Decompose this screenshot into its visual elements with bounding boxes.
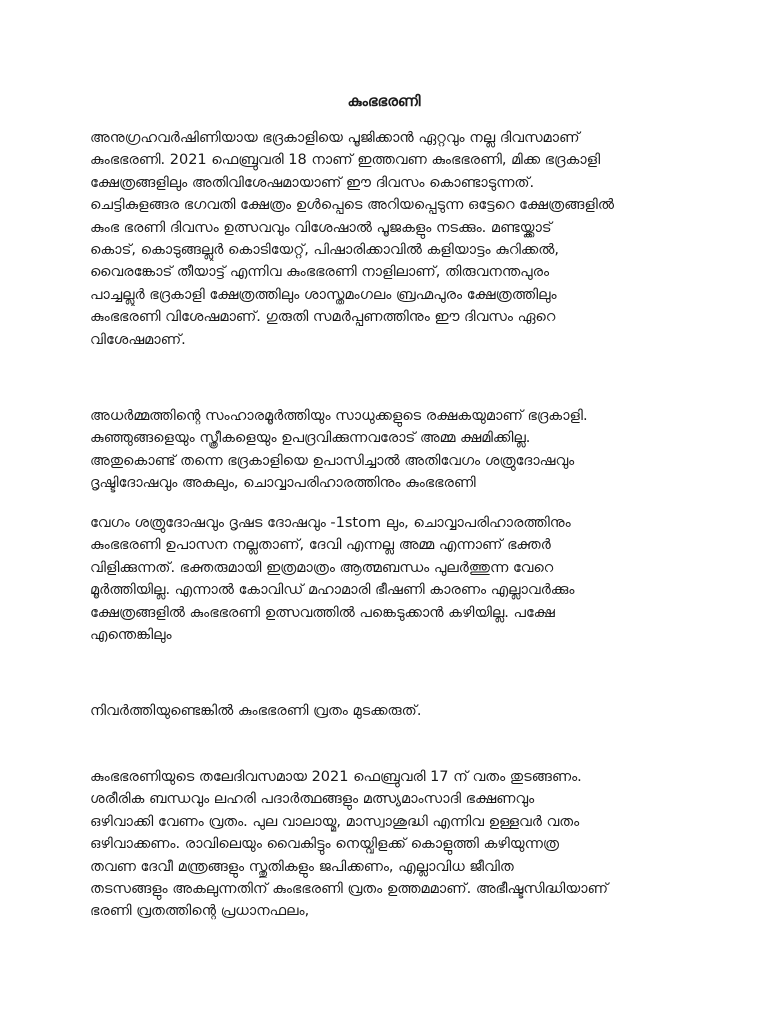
text-line: വിളിക്കുന്നത്. ഭക്തരുമായി ഇത്രമാത്രം ആത്മബന്ധം പുലർത്തുന്ന വേറെ: [90, 559, 554, 576]
document-title: കുംഭഭരണി: [347, 92, 421, 110]
text-line: കുംഭഭരണി. 2021 ഫെബ്രുവരി 18 നാണ് ഇത്തവണ കുംഭഭരണി, മിക്ക ഭദ്രകാളി: [90, 152, 601, 169]
text-line: പാച്ചല്ലൂർ ഭദ്രകാളി ക്ഷേത്രത്തിലും ശാസ്തമംഗലം ബ്രഹ്മപുരം ക്ഷേത്രത്തിലും: [90, 286, 557, 303]
text-line: മൂർത്തിയില്ല. എന്നാൽ കോവിഡ് മഹാമാരി ഭീഷണി കാരണം എല്ലാവർക്കും: [90, 582, 575, 599]
text-line: കുംഭഭരണിയുടെ തലേദിവസമായ 2021 ഫെബ്രുവരി 17 ന് വതം തുടങ്ങണം.: [90, 769, 582, 785]
text-line: ഒഴിവാക്കി വേണം വ്രതം. പുല വാലായ്മ, മാസ്വാശുദ്ധി എന്നിവ ഉള്ളവർ വതം: [90, 813, 580, 830]
text-line: കുംഭഭരണി വിശേഷമാണ്. ഗുരുതി സമർപ്പണത്തിനും ഈ ദിവസം ഏറെ: [90, 309, 556, 326]
text-line: ചെട്ടികുളങ്ങര ഭഗവതി ക്ഷേത്രം ഉൾപ്പെടെ അറിയപ്പെടുന്ന ഒട്ടേറെ ക്ഷേത്രങ്ങളിൽ: [90, 197, 614, 214]
paragraph-2: [90, 405, 686, 495]
text-line: ക്ഷേത്രങ്ങളിൽ കുംഭഭരണി ഉത്സവത്തിൽ പങ്കെടുക്കാൻ കഴിയില്ല. പക്ഷേ: [90, 604, 555, 621]
text-line: ഭരണി വ്രതത്തിന്റെ പ്രധാനഫലം,: [90, 903, 310, 920]
paragraph-4: [90, 700, 686, 722]
text-line: വേഗം ശത്രുദോഷവും ദൃഷട ദോഷവും -1stom ലും, ചൊവ്വാപരിഹാരത്തിനും: [90, 515, 571, 531]
text-line: ക്ഷേത്രങ്ങളിലും അതിവിശേഷമായാണ് ഈ ദിവസം കൊണ്ടാടുന്നത്.: [90, 174, 535, 191]
text-line: കുംഭ ഭരണി ദിവസം ഉത്സവവും വിശേഷാൽ പൂജകളും നടക്കും. മണ്ടയ്ക്കാട്: [90, 219, 552, 236]
text-line: ശരീരിക ബന്ധവും ലഹരി പദാർത്ഥങ്ങളും മത്സ്യമാംസാദി ഭക്ഷണവും: [90, 791, 535, 808]
text-line: തടസങ്ങളും അകലുന്നതിന് കുംഭഭരണി വ്രതം ഉത്തമമാണ്. അഭീഷ്ടസിദ്ധിയാണ്: [90, 881, 609, 898]
text-line: അതുകൊണ്ട് തന്നെ ഭദ്രകാളിയെ ഉപാസിച്ചാൽ അതിവേഗം ശത്രുദോഷവും: [90, 452, 575, 469]
text-line: കുഞ്ഞുങ്ങളെയും സ്ത്രീകളെയും ഉപദ്രവിക്കുന്നവരോട് അമ്മ ക്ഷമിക്കില്ല.: [90, 430, 531, 447]
text-line: അനുഗ്രഹവർഷിണിയായ ഭദ്രകാളിയെ പൂജിക്കാൻ ഏറ്റവും നല്ല ദിവസമാണ്: [90, 130, 580, 146]
text-line: വൈരങ്കോട് തീയാട്ട് എന്നിവ കുംഭഭരണി നാളിലാണ്, തിരുവനന്തപുരം: [90, 264, 550, 281]
text-line: ദൃഷ്ടിദോഷവും അകലും, ചൊവ്വാപരിഹാരത്തിനും കുംഭഭരണി: [90, 475, 476, 492]
paragraph-3: [90, 512, 686, 646]
text-line: വിശേഷമാണ്.: [90, 331, 186, 348]
text-line: തവണ ദേവീ മന്ത്രങ്ങളും സ്തുതികളും ജപിക്കണം, എല്ലാവിധ ജീവിത: [90, 858, 514, 875]
text-line: അധർമ്മത്തിന്റെ സംഹാരമൂർത്തിയും സാധുക്കളുടെ രക്ഷകയുമാണ് ഭദ്രകാളി.: [90, 408, 588, 424]
paragraph-1: [90, 127, 686, 351]
text-line: കുംഭഭരണി ഉപാസന നല്ലതാണ്, ദേവി എന്നല്ല അമ്മ എന്നാണ് ഭക്തർ: [90, 537, 551, 554]
paragraph-5: [90, 766, 686, 923]
text-line: ഒഴിവാക്കണം. രാവിലെയും വൈകിട്ടും നെയ്വിളക്ക് കൊളുത്തി കഴിയുന്നത്ര: [90, 836, 559, 853]
text-line: കൊട്, കൊടുങ്ങല്ലൂർ കൊടിയേറ്റ്, പിഷാരിക്കാവിൽ കളിയാട്ടം കുറിക്കൽ,: [90, 242, 559, 259]
text-line: എന്തെങ്കിലും: [90, 627, 172, 644]
text-line: നിവർത്തിയുണ്ടെങ്കിൽ കുംഭഭരണി വ്രതം മുടക്കരുത്.: [90, 703, 422, 719]
